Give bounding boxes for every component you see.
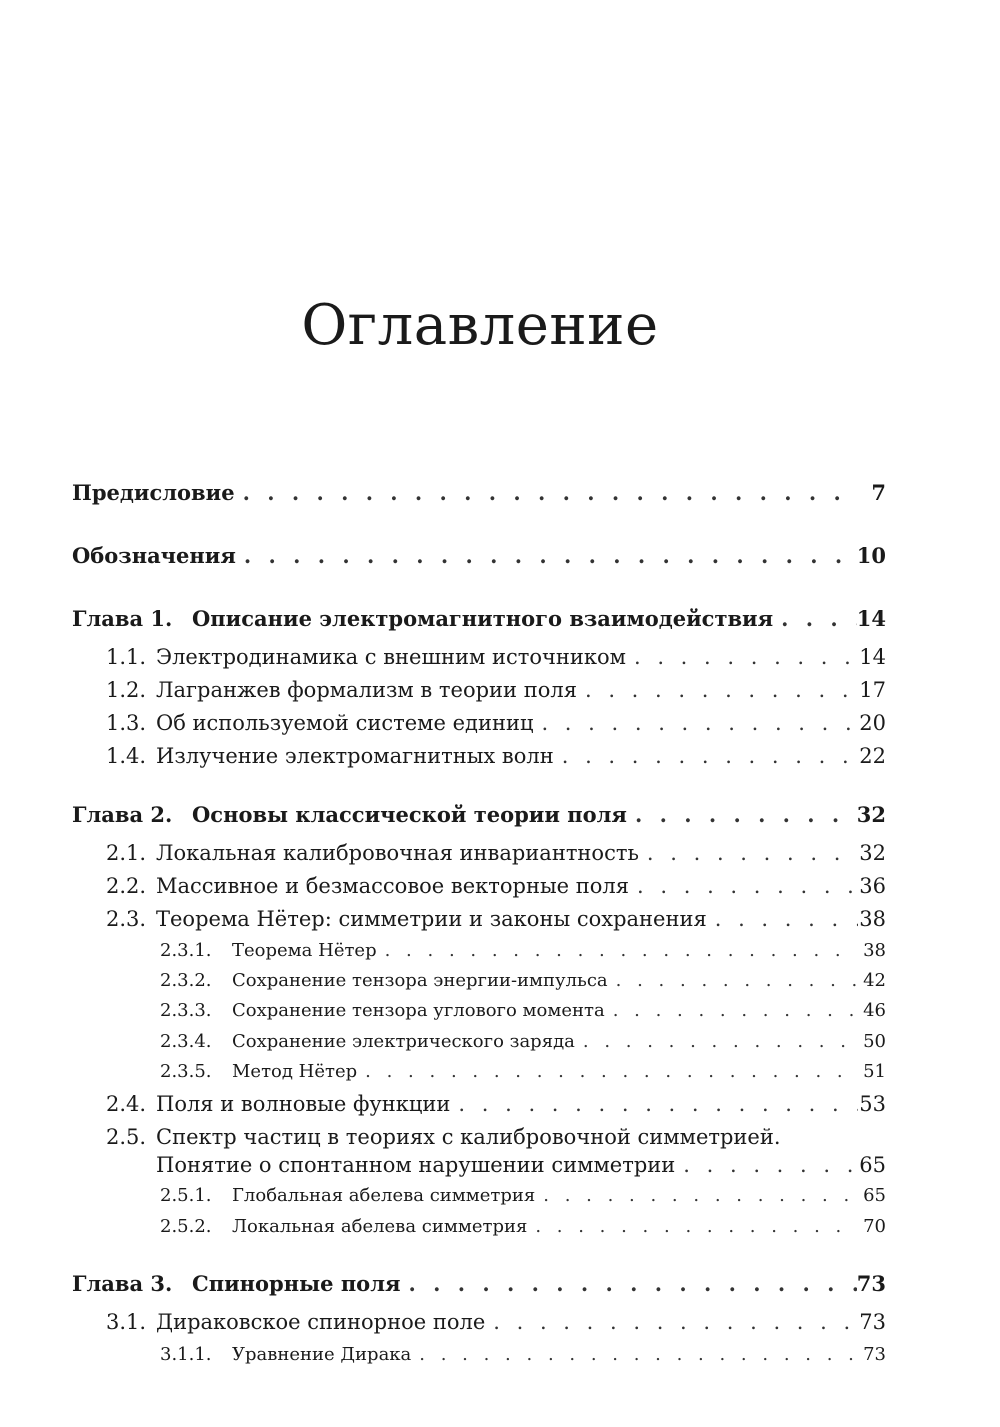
- subsection-number: 2.3.3.: [160, 1000, 212, 1021]
- subsection-number: 2.5.2.: [160, 1216, 212, 1237]
- toc-section-1-3[interactable]: [106, 711, 886, 735]
- chapter-number: Глава 1.: [72, 606, 173, 631]
- section-title: Спектр частиц в теориях с калибровочной симметрией.: [156, 1125, 781, 1149]
- section-title: Локальная калибровочная инвариантность: [156, 841, 639, 865]
- subsection-number: 2.5.1.: [160, 1185, 212, 1206]
- subsection-page: 38: [863, 940, 886, 961]
- dot-leader: [707, 907, 858, 931]
- section-title: Дираковское спинорное поле: [156, 1310, 486, 1334]
- subsection-title: Сохранение тензора энергии-импульса: [232, 970, 608, 991]
- subsection-title: Локальная абелева симметрия: [232, 1216, 528, 1237]
- section-page: 17: [859, 678, 886, 702]
- subsection-page: 73: [863, 1344, 886, 1365]
- dot-leader: [629, 874, 858, 898]
- toc-chapter-1[interactable]: [72, 606, 886, 631]
- toc-section-2-5[interactable]: [106, 1125, 886, 1149]
- section-page: 53: [859, 1092, 886, 1116]
- section-number: 2.1.: [106, 841, 147, 865]
- dot-leader: [411, 1344, 858, 1365]
- dot-leader: [639, 841, 858, 865]
- section-page: 65: [859, 1153, 886, 1177]
- chapter-title: Спинорные поля: [192, 1271, 401, 1296]
- toc-subsection-2-3-4[interactable]: [160, 1031, 886, 1052]
- subsection-title: Теорема Нётер: [232, 940, 377, 961]
- subsection-title: Сохранение электрического заряда: [232, 1031, 575, 1052]
- toc-section-3-1[interactable]: [106, 1310, 886, 1334]
- toc-section-2-1[interactable]: [106, 841, 886, 865]
- subsection-title: Сохранение тензора углового момента: [232, 1000, 605, 1021]
- chapter-title: Основы классической теории поля: [192, 802, 627, 827]
- subsection-number: 2.3.2.: [160, 970, 212, 991]
- dot-leader: [535, 1185, 858, 1206]
- subsection-number: 2.3.4.: [160, 1031, 212, 1052]
- chapter-number: Глава 2.: [72, 802, 173, 827]
- toc-entry-notation[interactable]: [72, 543, 886, 568]
- toc-subsection-2-3-1[interactable]: [160, 940, 886, 961]
- toc-subsection-2-3-2[interactable]: [160, 970, 886, 991]
- section-title: Лагранжев формализм в теории поля: [156, 678, 577, 702]
- section-number: 2.2.: [106, 874, 147, 898]
- section-page: 36: [859, 874, 886, 898]
- subsection-number: 2.3.5.: [160, 1061, 212, 1082]
- dot-leader: [485, 1310, 858, 1334]
- section-title-continuation: Понятие о спонтанном нарушении симметрии: [156, 1153, 676, 1177]
- section-page: 14: [859, 645, 886, 669]
- dot-leader: [626, 645, 858, 669]
- subsection-page: 50: [863, 1031, 886, 1052]
- subsection-number: 3.1.1.: [160, 1344, 212, 1365]
- section-title: Поля и волновые функции: [156, 1092, 451, 1116]
- chapter-number: Глава 3.: [72, 1271, 173, 1296]
- section-page: 20: [859, 711, 886, 735]
- subsection-number: 2.3.1.: [160, 940, 212, 961]
- section-page: 38: [859, 907, 886, 931]
- dot-leader: [377, 940, 858, 961]
- chapter-page: 14: [856, 606, 886, 631]
- section-page: 73: [859, 1310, 886, 1334]
- toc-section-1-4[interactable]: [106, 744, 886, 768]
- toc-section-1-2[interactable]: [106, 678, 886, 702]
- dot-leader: [236, 543, 857, 568]
- toc-section-2-3[interactable]: [106, 907, 886, 931]
- section-number: 1.1.: [106, 645, 147, 669]
- toc-section-2-4[interactable]: [106, 1092, 886, 1116]
- toc-entry-title: Обозначения: [72, 543, 236, 568]
- section-number: 3.1.: [106, 1310, 147, 1334]
- section-page: 32: [859, 841, 886, 865]
- section-number: 2.4.: [106, 1092, 147, 1116]
- section-page: 22: [859, 744, 886, 768]
- chapter-page: 32: [856, 802, 886, 827]
- dot-leader: [605, 1000, 858, 1021]
- dot-leader: [235, 480, 858, 505]
- toc-subsection-2-3-3[interactable]: [160, 1000, 886, 1021]
- toc-subsection-2-5-1[interactable]: [160, 1185, 886, 1206]
- dot-leader: [675, 1153, 858, 1177]
- toc-section-2-5-continuation[interactable]: [156, 1153, 886, 1177]
- section-title: Излучение электромагнитных волн: [156, 744, 554, 768]
- toc-subsection-3-1-1[interactable]: [160, 1344, 886, 1365]
- dot-leader: [627, 802, 857, 827]
- subsection-page: 70: [863, 1216, 886, 1237]
- subsection-title: Глобальная абелева симметрия: [232, 1185, 536, 1206]
- subsection-title: Метод Нётер: [232, 1061, 358, 1082]
- toc-entry-page: 7: [871, 480, 886, 505]
- section-number: 1.2.: [106, 678, 147, 702]
- toc-entry-page: 10: [856, 543, 886, 568]
- toc-section-2-2[interactable]: [106, 874, 886, 898]
- subsection-page: 46: [863, 1000, 886, 1021]
- chapter-page: 73: [856, 1271, 886, 1296]
- section-title: Теорема Нётер: симметрии и законы сохранения: [156, 907, 707, 931]
- dot-leader: [575, 1031, 858, 1052]
- dot-leader: [527, 1216, 858, 1237]
- subsection-page: 51: [863, 1061, 886, 1082]
- page-title: Оглавление: [301, 293, 659, 358]
- chapter-title: Описание электромагнитного взаимодействия: [192, 606, 774, 631]
- dot-leader: [357, 1061, 858, 1082]
- toc-section-1-1[interactable]: [106, 645, 886, 669]
- section-number: 2.3.: [106, 907, 147, 931]
- subsection-page: 42: [863, 970, 886, 991]
- toc-chapter-3[interactable]: [72, 1271, 886, 1296]
- toc-chapter-2[interactable]: [72, 802, 886, 827]
- dot-leader: [554, 744, 858, 768]
- dot-leader: [450, 1092, 858, 1116]
- section-title: Электродинамика с внешним источником: [156, 645, 626, 669]
- dot-leader: [608, 970, 858, 991]
- dot-leader: [533, 711, 858, 735]
- section-title: Массивное и безмассовое векторные поля: [156, 874, 630, 898]
- section-number: 2.5.: [106, 1125, 147, 1149]
- section-title: Об используемой системе единиц: [156, 711, 534, 735]
- dot-leader: [773, 606, 857, 631]
- section-number: 1.3.: [106, 711, 147, 735]
- toc-subsection-2-3-5[interactable]: [160, 1061, 886, 1082]
- toc-entry-preface[interactable]: [72, 480, 886, 505]
- dot-leader: [401, 1271, 857, 1296]
- subsection-title: Уравнение Дирака: [232, 1344, 412, 1365]
- toc-entry-title: Предисловие: [72, 480, 235, 505]
- subsection-page: 65: [863, 1185, 886, 1206]
- dot-leader: [577, 678, 858, 702]
- toc-subsection-2-5-2[interactable]: [160, 1216, 886, 1237]
- section-number: 1.4.: [106, 744, 147, 768]
